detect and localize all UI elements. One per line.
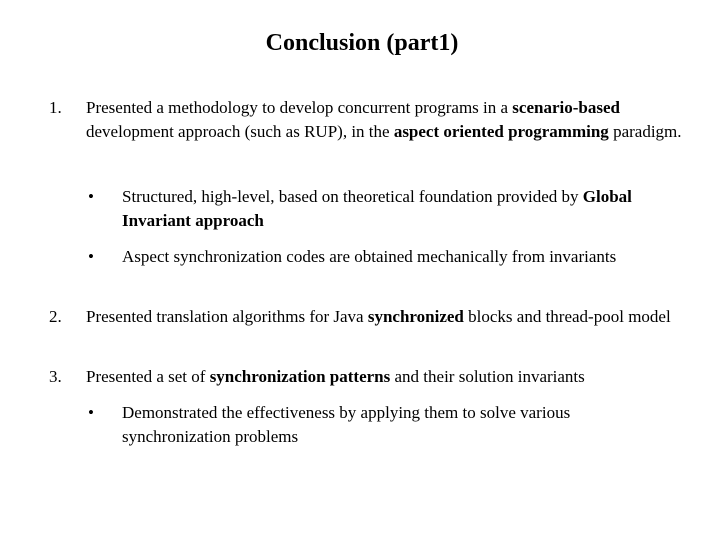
item-text (86, 305, 692, 329)
text-run: Presented translation algorithms for Java (86, 307, 368, 326)
text-run: blocks and thread-pool model (463, 307, 671, 326)
text-run: development approach (such as RUP), in the (86, 122, 394, 141)
bold-run: synchronization patterns (209, 367, 391, 386)
bold-run: scenario-based (512, 98, 620, 117)
text-run: Aspect synchronization codes are obtained mechanically from invariants (122, 247, 617, 266)
bullet-icon: • (88, 403, 94, 422)
text-run: paradigm. (608, 122, 682, 141)
text-run: and their solution invariants (390, 367, 585, 386)
bold-run: Global Invariant approach (122, 187, 632, 230)
bold-run: aspect oriented programming (393, 122, 609, 141)
item-number: 1. (49, 98, 62, 117)
bold-run: synchronized (367, 307, 464, 326)
bullet-text (122, 185, 682, 233)
text-run: Demonstrated the effectiveness by applying them to solve various synchronization problems (122, 403, 571, 446)
bullet-icon: • (88, 247, 94, 266)
item-text (86, 365, 692, 389)
text-run: Presented a methodology to develop concurrent programs in a (86, 98, 513, 117)
text-run: Presented a set of (86, 367, 210, 386)
bullet-icon: • (88, 187, 94, 206)
text-run: Structured, high-level, based on theoretical foundation provided by (122, 187, 583, 206)
slide-title: Conclusion (part1) (265, 30, 459, 56)
item-text (86, 96, 692, 144)
bullet-text (122, 401, 682, 449)
bullet-text (122, 245, 682, 269)
item-number: 2. (49, 307, 62, 326)
item-number: 3. (49, 367, 62, 386)
